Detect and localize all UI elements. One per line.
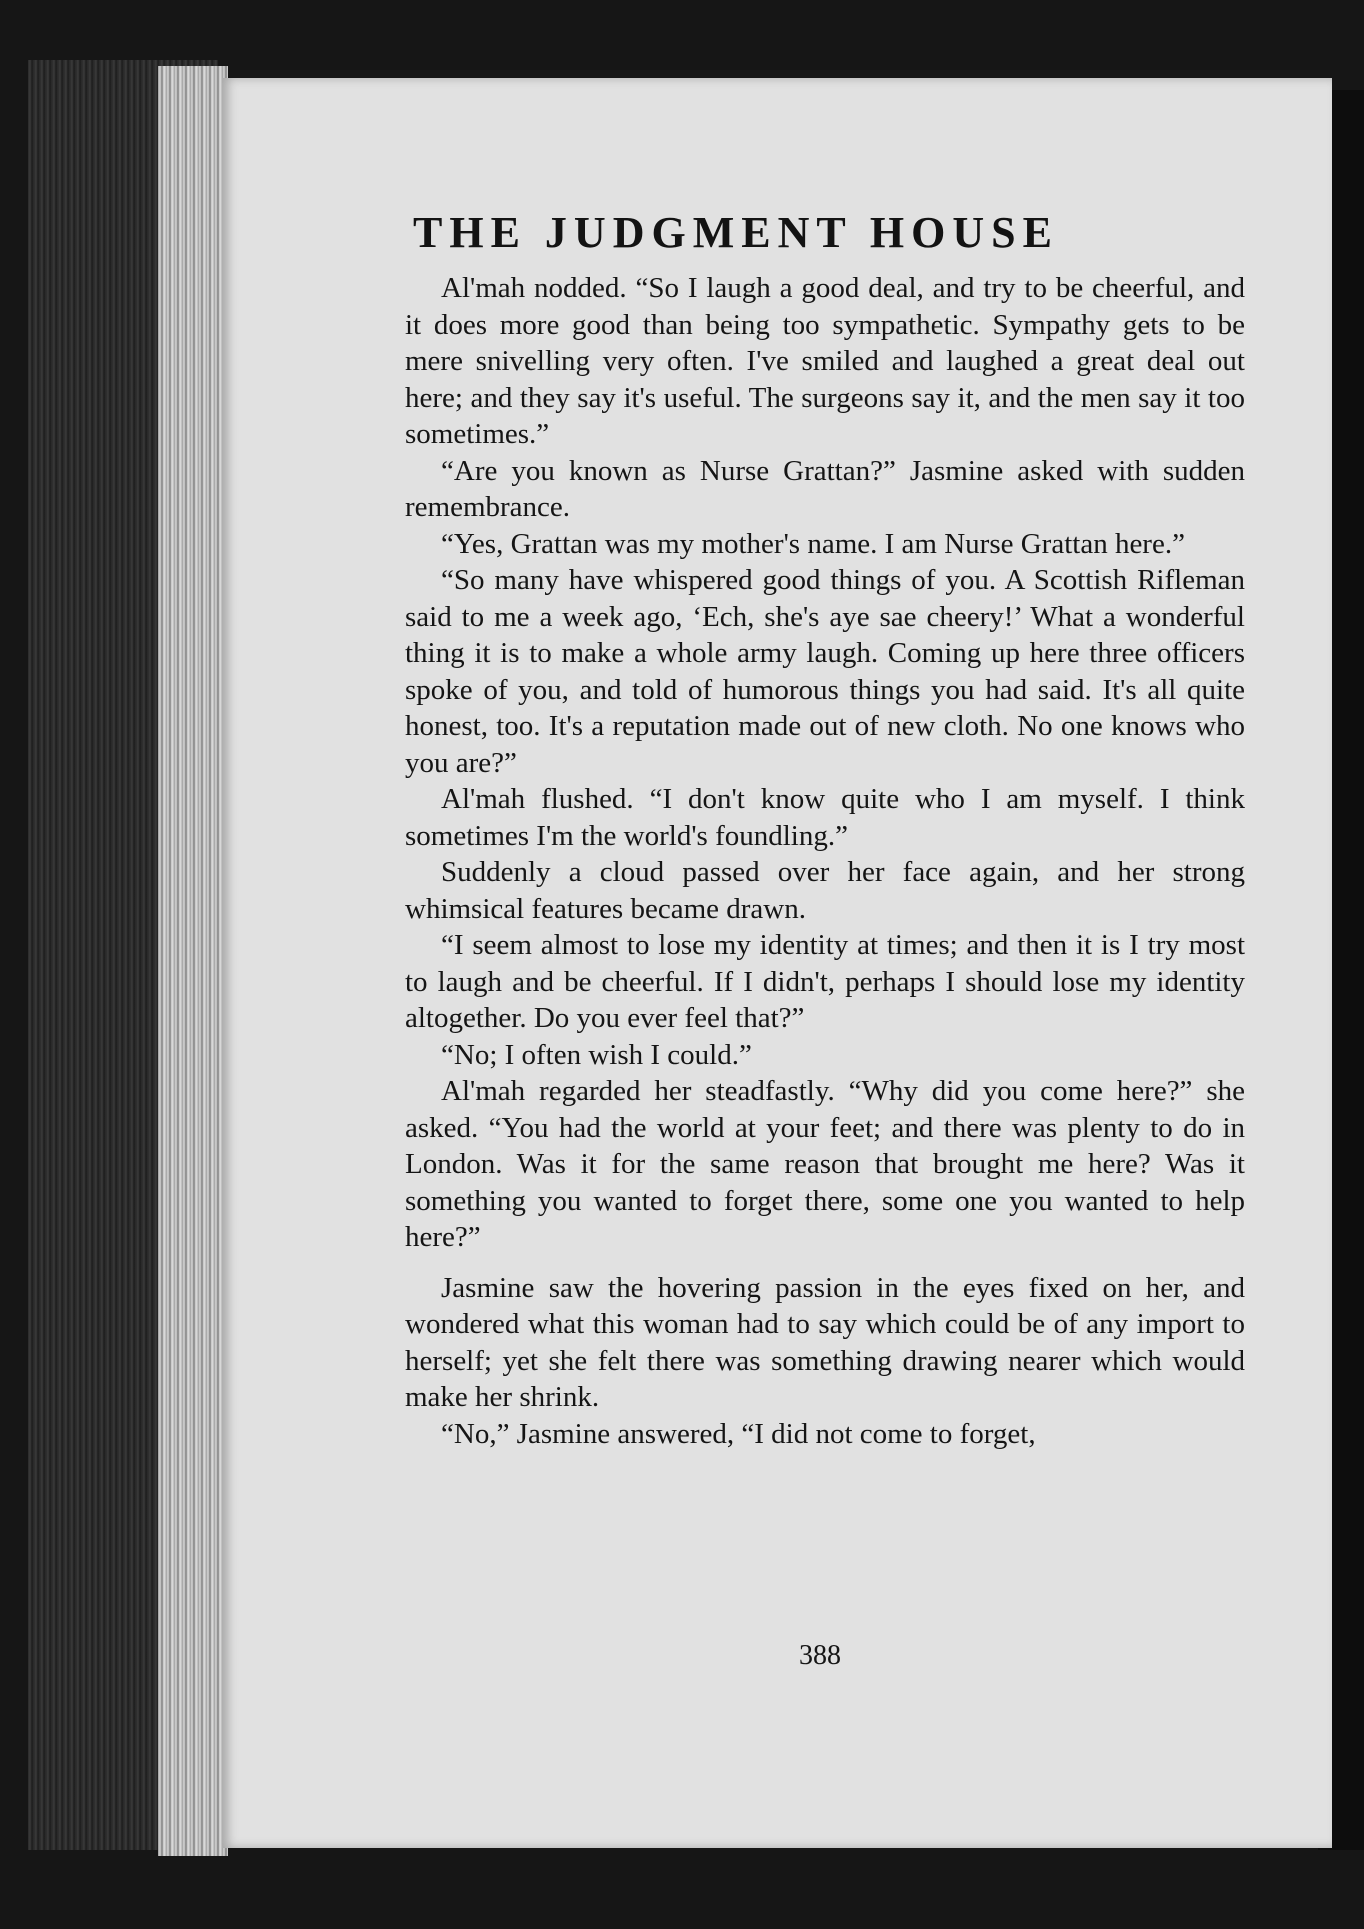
page-number: 388	[799, 1640, 841, 1671]
paragraph: Jasmine saw the hovering passion in the eyes fixed on her, and wondered what this woman had to say which could be of any import to herself; yet she felt there was something drawing nearer which would make her shrink.	[405, 1271, 1245, 1413]
paragraph: “I seem almost to lose my identity at times; and then it is I try most to laugh and be cheerful. If I didn't, perhaps I should lose my identity altogether. Do you ever feel that?”	[405, 929, 1245, 1034]
paragraph: Al'mah nodded. “So I laugh a good deal, and try to be cheerful, and it does more good than being too sympathetic. Sympathy gets to be mere snivelling very often. I've smiled and laughed a great deal out here; and they say it's useful. The surgeons say it, and the men say it too sometimes.”	[405, 272, 1245, 450]
body-text	[405, 270, 1245, 1452]
paragraph: Al'mah flushed. “I don't know quite who I am myself. I think sometimes I'm the world's foundling.”	[405, 783, 1245, 852]
running-head: THE JUDGMENT HOUSE	[413, 208, 1059, 257]
paragraph: “Yes, Grattan was my mother's name. I am Nurse Grattan here.”	[441, 527, 1185, 560]
paragraph: “No; I often wish I could.”	[441, 1038, 752, 1071]
paragraph: “No,” Jasmine answered, “I did not come to forget,	[441, 1417, 1036, 1450]
paragraph: Suddenly a cloud passed over her face again, and her strong whimsical features became drawn.	[405, 856, 1245, 925]
paragraph: “So many have whispered good things of you. A Scottish Rifleman said to me a week ago, ‘Ech, she's aye sae cheery!’ What a wonderful thing it is to make a whole army laugh. Coming up here three officers spoke of you, and told of humorous things you had said. It's all quite honest, too. It's a reputation made out of new cloth. No one knows who you are?”	[405, 564, 1245, 779]
page-edges	[158, 66, 228, 1856]
paragraph: Al'mah regarded her steadfastly. “Why did you come here?” she asked. “You had the world at your feet; and there was plenty to do in London. Was it for the same reason that brought me here? Was it something you wanted to forget there, some one you wanted to help here?”	[405, 1075, 1245, 1253]
paragraph: “Are you known as Nurse Grattan?” Jasmine asked with sudden remembrance.	[405, 454, 1245, 523]
